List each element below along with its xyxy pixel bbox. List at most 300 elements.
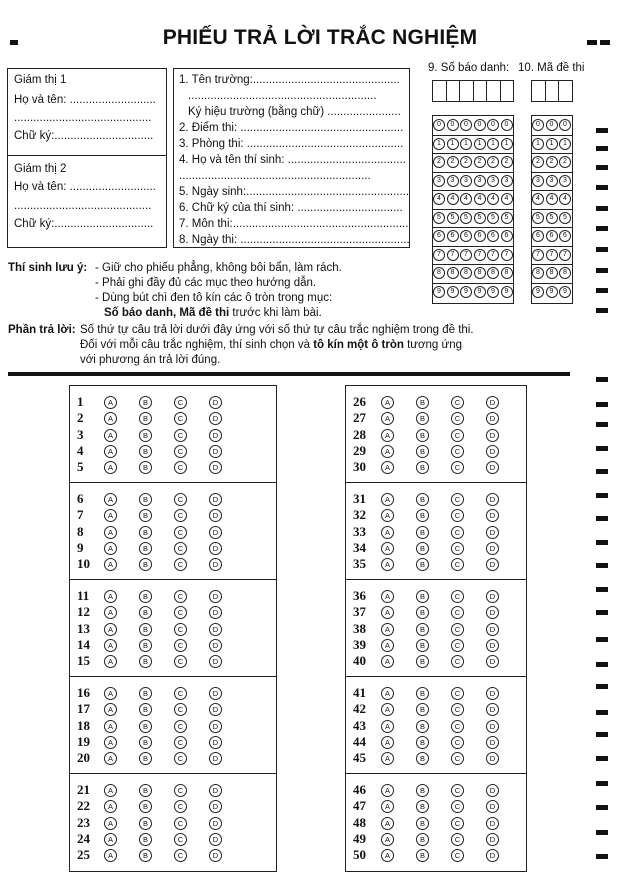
answer-bubble: D xyxy=(486,623,499,636)
answer-bubble: D xyxy=(209,396,222,409)
exam-code-digit-bubble: 1 xyxy=(546,138,558,150)
answer-bubble: A xyxy=(381,461,394,474)
sbd-digit-bubble: 7 xyxy=(460,249,472,261)
answer-bubble: C xyxy=(451,720,464,733)
answer-note-line2-b: tương ứng xyxy=(403,339,463,351)
sbd-row-divider xyxy=(432,246,513,247)
answer-bubble: B xyxy=(416,639,429,652)
question-number: 6 xyxy=(77,491,84,506)
exam-code-digit-bubble: 9 xyxy=(532,286,544,298)
answer-bubble: B xyxy=(416,445,429,458)
answer-bubble: D xyxy=(209,655,222,668)
exam-code-row-divider xyxy=(531,172,572,173)
sbd-digit-bubble: 0 xyxy=(433,119,445,131)
exam-code-digit-bubble: 2 xyxy=(546,156,558,168)
answer-bubble: C xyxy=(174,687,187,700)
exam-code-digit-bubble: 2 xyxy=(559,156,571,168)
sbd-digit-bubble: 8 xyxy=(447,267,459,279)
exam-code-digit-bubble: 5 xyxy=(546,212,558,224)
timing-mark xyxy=(596,587,608,592)
exam-code-digit-bubble: 8 xyxy=(559,267,571,279)
answer-bubble: A xyxy=(381,784,394,797)
sbd-digit-bubble: 2 xyxy=(474,156,486,168)
answer-bubble: D xyxy=(486,558,499,571)
sbd-digit-bubble: 9 xyxy=(460,286,472,298)
exam-code-row-divider xyxy=(531,135,572,136)
question-number: 18 xyxy=(77,717,90,733)
sbd-digit-bubble: 5 xyxy=(433,212,445,224)
sbd-row-divider xyxy=(432,135,513,136)
question-number: 42 xyxy=(353,701,366,717)
answer-bubble: D xyxy=(486,461,499,474)
timing-mark xyxy=(596,185,608,190)
timing-mark xyxy=(596,684,608,689)
sbd-write-box xyxy=(432,80,447,102)
answer-bubble: B xyxy=(139,623,152,636)
sbd-digit-bubble: 2 xyxy=(460,156,472,168)
exam-code-digit-bubble: 9 xyxy=(559,286,571,298)
info-school-code: Ký hiệu trường (bằng chữ) ....................... xyxy=(188,106,401,118)
answer-bubble: D xyxy=(209,542,222,555)
exam-code-digit-bubble: 4 xyxy=(546,193,558,205)
answer-bubble: B xyxy=(416,526,429,539)
sbd-digit-bubble: 3 xyxy=(487,175,499,187)
answer-bubble: C xyxy=(451,412,464,425)
answer-bubble: B xyxy=(139,412,152,425)
answer-bubble: B xyxy=(416,509,429,522)
timing-mark xyxy=(596,540,608,545)
answer-bubble: B xyxy=(416,461,429,474)
question-number: 2 xyxy=(77,410,84,426)
answer-column-frame xyxy=(69,385,277,872)
question-number: 5 xyxy=(77,459,84,475)
examiner1-name: Họ và tên: ........................... xyxy=(14,94,156,106)
timing-mark xyxy=(596,493,608,498)
sbd-digit-bubble: 4 xyxy=(433,193,445,205)
info-exam-date: 8. Ngày thi: ..................................................... xyxy=(179,234,410,246)
answer-bubble: C xyxy=(174,703,187,716)
examiner2-heading: Giám thị 2 xyxy=(14,163,67,175)
exam-code-digit-bubble: 0 xyxy=(559,119,571,131)
answer-bubble: C xyxy=(451,833,464,846)
sbd-digit-bubble: 0 xyxy=(501,119,513,131)
timing-mark xyxy=(596,206,608,211)
answer-bubble: A xyxy=(104,542,117,555)
timing-mark xyxy=(596,469,608,474)
answer-bubble: D xyxy=(209,623,222,636)
answer-bubble: A xyxy=(381,429,394,442)
exam-code-write-box xyxy=(545,80,560,102)
answer-bubble: C xyxy=(174,461,187,474)
answer-bubble: C xyxy=(174,526,187,539)
answer-bubble: D xyxy=(486,542,499,555)
answer-bubble: D xyxy=(209,590,222,603)
answer-bubble: B xyxy=(416,736,429,749)
answer-bubble: B xyxy=(139,752,152,765)
sbd-digit-bubble: 6 xyxy=(501,230,513,242)
timing-mark xyxy=(596,226,608,231)
sbd-digit-bubble: 5 xyxy=(460,212,472,224)
answer-bubble: A xyxy=(104,687,117,700)
notes-label xyxy=(8,262,87,274)
answer-bubble: D xyxy=(209,429,222,442)
sbd-digit-bubble: 1 xyxy=(460,138,472,150)
sbd-digit-bubble: 3 xyxy=(460,175,472,187)
answer-bubble: B xyxy=(139,800,152,813)
exam-code-digit-bubble: 6 xyxy=(546,230,558,242)
answer-bubble: B xyxy=(139,720,152,733)
answer-bubble: A xyxy=(381,542,394,555)
info-candidate-name-dots: ............................................................ xyxy=(179,170,371,182)
answer-note-line2-bold: tô kín một ô tròn xyxy=(313,339,404,351)
answer-bubble: C xyxy=(451,800,464,813)
answer-bubble: C xyxy=(174,736,187,749)
exam-code-digit-bubble: 8 xyxy=(546,267,558,279)
sbd-digit-bubble: 0 xyxy=(460,119,472,131)
sbd-row-divider xyxy=(432,209,513,210)
answer-bubble: B xyxy=(139,396,152,409)
answer-bubble: C xyxy=(174,493,187,506)
answer-bubble: A xyxy=(381,655,394,668)
question-number: 49 xyxy=(353,830,366,846)
exam-code-digit-bubble: 5 xyxy=(532,212,544,224)
answer-bubble: C xyxy=(451,461,464,474)
answer-bubble: A xyxy=(104,623,117,636)
answer-bubble: D xyxy=(486,687,499,700)
exam-code-digit-bubble: 8 xyxy=(532,267,544,279)
question-number: 31 xyxy=(353,491,366,506)
examiner1-sign: Chữ ký:............................... xyxy=(14,130,154,142)
answer-bubble: C xyxy=(451,623,464,636)
answer-column-frame xyxy=(345,385,527,872)
question-number: 44 xyxy=(353,733,366,749)
question-number: 45 xyxy=(353,750,366,766)
timing-mark xyxy=(596,732,608,737)
sbd-label: 9. Số báo danh: xyxy=(428,62,510,74)
examiner-divider xyxy=(8,155,166,156)
answer-bubble: C xyxy=(451,429,464,442)
answer-bubble: D xyxy=(209,800,222,813)
answer-bubble: C xyxy=(451,687,464,700)
answer-bubble: A xyxy=(104,784,117,797)
answer-bubble: D xyxy=(209,412,222,425)
sbd-digit-bubble: 4 xyxy=(447,193,459,205)
exam-code-digit-bubble: 5 xyxy=(559,212,571,224)
question-number: 36 xyxy=(353,588,366,603)
answer-block-divider xyxy=(69,676,277,677)
exam-code-digit-bubble: 1 xyxy=(532,138,544,150)
exam-code-row-divider xyxy=(531,264,572,265)
timing-mark xyxy=(596,422,608,427)
sbd-write-box xyxy=(486,80,501,102)
exam-code-digit-bubble: 2 xyxy=(532,156,544,168)
sbd-digit-bubble: 2 xyxy=(447,156,459,168)
timing-mark xyxy=(596,446,608,451)
answer-bubble: A xyxy=(381,703,394,716)
answer-bubble: D xyxy=(209,833,222,846)
sbd-digit-bubble: 7 xyxy=(433,249,445,261)
answer-bubble: D xyxy=(486,817,499,830)
exam-code-digit-bubble: 7 xyxy=(546,249,558,261)
answer-bubble: A xyxy=(381,445,394,458)
timing-mark-top-left xyxy=(10,40,18,45)
timing-mark xyxy=(596,377,608,382)
sbd-digit-bubble: 7 xyxy=(501,249,513,261)
answer-bubble: A xyxy=(104,817,117,830)
answer-bubble: C xyxy=(451,590,464,603)
answer-bubble: D xyxy=(486,833,499,846)
notes-label-text: Thí sinh lưu ý xyxy=(8,262,84,274)
answer-bubble: A xyxy=(381,558,394,571)
answer-bubble: B xyxy=(416,833,429,846)
answer-bubble: D xyxy=(486,703,499,716)
exam-code-write-box xyxy=(531,80,546,102)
answer-bubble: B xyxy=(139,445,152,458)
answer-bubble: A xyxy=(381,509,394,522)
sbd-digit-bubble: 8 xyxy=(501,267,513,279)
timing-mark xyxy=(596,516,608,521)
answer-bubble: A xyxy=(381,752,394,765)
answer-bubble: A xyxy=(104,703,117,716)
answer-bubble: B xyxy=(139,784,152,797)
answer-bubble: D xyxy=(209,509,222,522)
answer-bubble: C xyxy=(451,493,464,506)
answer-bubble: C xyxy=(451,817,464,830)
answer-bubble: D xyxy=(486,445,499,458)
answer-bubble: B xyxy=(416,687,429,700)
answer-bubble: A xyxy=(381,493,394,506)
sbd-digit-bubble: 5 xyxy=(474,212,486,224)
answer-bubble: C xyxy=(174,752,187,765)
exam-code-digit-bubble: 1 xyxy=(559,138,571,150)
question-number: 24 xyxy=(77,830,90,846)
answer-bubble: B xyxy=(416,590,429,603)
answer-bubble: D xyxy=(486,655,499,668)
note-tail: trước khi làm bài. xyxy=(229,307,322,319)
examiner2-dots: ........................................... xyxy=(14,200,152,212)
question-number: 1 xyxy=(77,394,84,409)
question-number: 14 xyxy=(77,636,90,652)
sbd-digit-bubble: 7 xyxy=(487,249,499,261)
answer-block-divider xyxy=(345,482,527,483)
sbd-digit-bubble: 6 xyxy=(474,230,486,242)
answer-bubble: D xyxy=(209,558,222,571)
answer-bubble: B xyxy=(416,817,429,830)
sbd-digit-bubble: 6 xyxy=(487,230,499,242)
question-number: 11 xyxy=(77,588,90,603)
sbd-digit-bubble: 9 xyxy=(487,286,499,298)
sbd-row-divider xyxy=(432,264,513,265)
answer-bubble: A xyxy=(381,412,394,425)
question-number: 28 xyxy=(353,426,366,442)
exam-code-row-divider xyxy=(531,227,572,228)
sbd-digit-bubble: 1 xyxy=(501,138,513,150)
sbd-digit-bubble: 3 xyxy=(447,175,459,187)
sbd-digit-bubble: 2 xyxy=(487,156,499,168)
answer-bubble: D xyxy=(486,736,499,749)
answer-bubble: B xyxy=(139,703,152,716)
answer-bubble: D xyxy=(209,736,222,749)
answer-bubble: B xyxy=(139,655,152,668)
answer-bubble: B xyxy=(416,655,429,668)
answer-note-label: Phần trả lời: xyxy=(8,324,76,336)
answer-bubble: B xyxy=(416,849,429,862)
timing-mark xyxy=(596,308,608,313)
answer-bubble: C xyxy=(451,784,464,797)
exam-code-digit-bubble: 6 xyxy=(559,230,571,242)
sbd-write-box xyxy=(500,80,515,102)
exam-code-digit-bubble: 9 xyxy=(546,286,558,298)
timing-mark xyxy=(596,710,608,715)
examiner2-sign: Chữ ký:............................... xyxy=(14,218,154,230)
sbd-digit-bubble: 8 xyxy=(460,267,472,279)
answer-bubble: C xyxy=(174,396,187,409)
exam-code-digit-bubble: 4 xyxy=(532,193,544,205)
answer-bubble: A xyxy=(381,849,394,862)
answer-bubble: D xyxy=(486,429,499,442)
answer-bubble: C xyxy=(451,606,464,619)
answer-bubble: D xyxy=(486,849,499,862)
answer-bubble: B xyxy=(139,817,152,830)
answer-bubble: D xyxy=(209,461,222,474)
answer-bubble: D xyxy=(209,606,222,619)
answer-bubble: B xyxy=(416,623,429,636)
info-school: 1. Tên trường:.............................................. xyxy=(179,74,400,86)
sbd-row-divider xyxy=(432,283,513,284)
answer-bubble: C xyxy=(174,623,187,636)
sbd-row-divider xyxy=(432,153,513,154)
question-number: 22 xyxy=(77,798,90,814)
answer-note-line2 xyxy=(80,339,462,351)
question-number: 29 xyxy=(353,442,366,458)
question-number: 25 xyxy=(77,847,90,863)
answer-block-divider xyxy=(69,579,277,580)
exam-code-row-divider xyxy=(531,153,572,154)
sbd-digit-bubble: 0 xyxy=(474,119,486,131)
answer-bubble: A xyxy=(104,526,117,539)
answer-bubble: D xyxy=(486,509,499,522)
exam-code-write-box xyxy=(558,80,573,102)
answer-bubble: B xyxy=(416,720,429,733)
answer-bubble: B xyxy=(416,800,429,813)
answer-bubble: A xyxy=(104,720,117,733)
sbd-digit-bubble: 0 xyxy=(487,119,499,131)
answer-bubble: B xyxy=(139,590,152,603)
answer-bubble: A xyxy=(381,606,394,619)
question-number: 35 xyxy=(353,556,366,572)
timing-mark xyxy=(596,247,608,252)
answer-bubble: B xyxy=(139,849,152,862)
answer-block-divider xyxy=(345,579,527,580)
question-number: 12 xyxy=(77,604,90,620)
note-bold: Số báo danh, Mã đề thi xyxy=(104,307,230,319)
question-number: 40 xyxy=(353,653,366,669)
answer-bubble: C xyxy=(174,817,187,830)
answer-bubble: D xyxy=(486,752,499,765)
answer-bubble: B xyxy=(139,833,152,846)
question-number: 37 xyxy=(353,604,366,620)
answer-bubble: A xyxy=(381,590,394,603)
exam-code-digit-bubble: 4 xyxy=(559,193,571,205)
answer-bubble: C xyxy=(174,412,187,425)
timing-mark-top-right-b xyxy=(600,40,610,45)
examiner1-dots: ........................................... xyxy=(14,112,152,124)
answer-bubble: C xyxy=(174,849,187,862)
question-number: 33 xyxy=(353,523,366,539)
question-number: 48 xyxy=(353,814,366,830)
answer-bubble: D xyxy=(486,639,499,652)
answer-bubble: D xyxy=(209,784,222,797)
sbd-digit-bubble: 8 xyxy=(474,267,486,279)
info-candidate-sign: 6. Chữ ký của thí sinh: ................................. xyxy=(179,202,403,214)
answer-bubble: A xyxy=(104,849,117,862)
sbd-digit-bubble: 9 xyxy=(501,286,513,298)
note-item-2: - Phải ghi đầy đủ các mục theo hướng dẫn. xyxy=(95,277,317,289)
note-item-1: - Giữ cho phiếu phẳng, không bôi bẩn, làm rách. xyxy=(95,262,342,274)
answer-bubble: D xyxy=(486,784,499,797)
answer-note-line1: Số thứ tự câu trả lời dưới đây ứng với số thứ tự câu trắc nghiệm trong đề thi. xyxy=(80,324,474,336)
question-number: 43 xyxy=(353,717,366,733)
sbd-digit-bubble: 1 xyxy=(447,138,459,150)
answer-bubble: C xyxy=(174,655,187,668)
answer-bubble: A xyxy=(381,639,394,652)
sbd-digit-bubble: 1 xyxy=(474,138,486,150)
sbd-write-box xyxy=(459,80,474,102)
question-number: 47 xyxy=(353,798,366,814)
answer-block-divider xyxy=(345,676,527,677)
question-number: 10 xyxy=(77,556,90,572)
sbd-digit-bubble: 0 xyxy=(447,119,459,131)
answer-bubble: C xyxy=(451,639,464,652)
question-number: 3 xyxy=(77,426,84,442)
page-title: PHIẾU TRẢ LỜI TRẮC NGHIỆM xyxy=(162,26,478,49)
answer-bubble: D xyxy=(486,800,499,813)
answer-bubble: C xyxy=(174,639,187,652)
sbd-digit-bubble: 2 xyxy=(501,156,513,168)
answer-bubble: B xyxy=(416,703,429,716)
sbd-digit-bubble: 3 xyxy=(433,175,445,187)
answer-bubble: C xyxy=(451,752,464,765)
answer-bubble: B xyxy=(139,526,152,539)
info-dob: 5. Ngày sinh:................................................... xyxy=(179,186,410,198)
examiner-box xyxy=(7,68,167,248)
answer-bubble: B xyxy=(416,606,429,619)
answer-bubble: D xyxy=(486,606,499,619)
question-number: 4 xyxy=(77,442,84,458)
answer-bubble: B xyxy=(139,493,152,506)
sbd-digit-bubble: 7 xyxy=(474,249,486,261)
question-number: 27 xyxy=(353,410,366,426)
info-room: 3. Phòng thi: ................................................. xyxy=(179,138,404,150)
info-subject: 7. Môn thi:....................................................... xyxy=(179,218,409,230)
sbd-row-divider xyxy=(432,227,513,228)
answer-bubble: B xyxy=(139,542,152,555)
timing-mark xyxy=(596,165,608,170)
notes-label-colon: : xyxy=(83,262,88,274)
question-number: 17 xyxy=(77,701,90,717)
timing-mark xyxy=(596,662,608,667)
answer-bubble: D xyxy=(209,526,222,539)
sbd-digit-bubble: 4 xyxy=(460,193,472,205)
question-number: 8 xyxy=(77,523,84,539)
exam-code-digit-bubble: 0 xyxy=(546,119,558,131)
answer-bubble: B xyxy=(416,412,429,425)
sbd-digit-bubble: 8 xyxy=(433,267,445,279)
exam-code-label: 10. Mã đề thi xyxy=(518,62,585,74)
answer-bubble: D xyxy=(486,526,499,539)
question-number: 23 xyxy=(77,814,90,830)
sbd-digit-bubble: 6 xyxy=(447,230,459,242)
